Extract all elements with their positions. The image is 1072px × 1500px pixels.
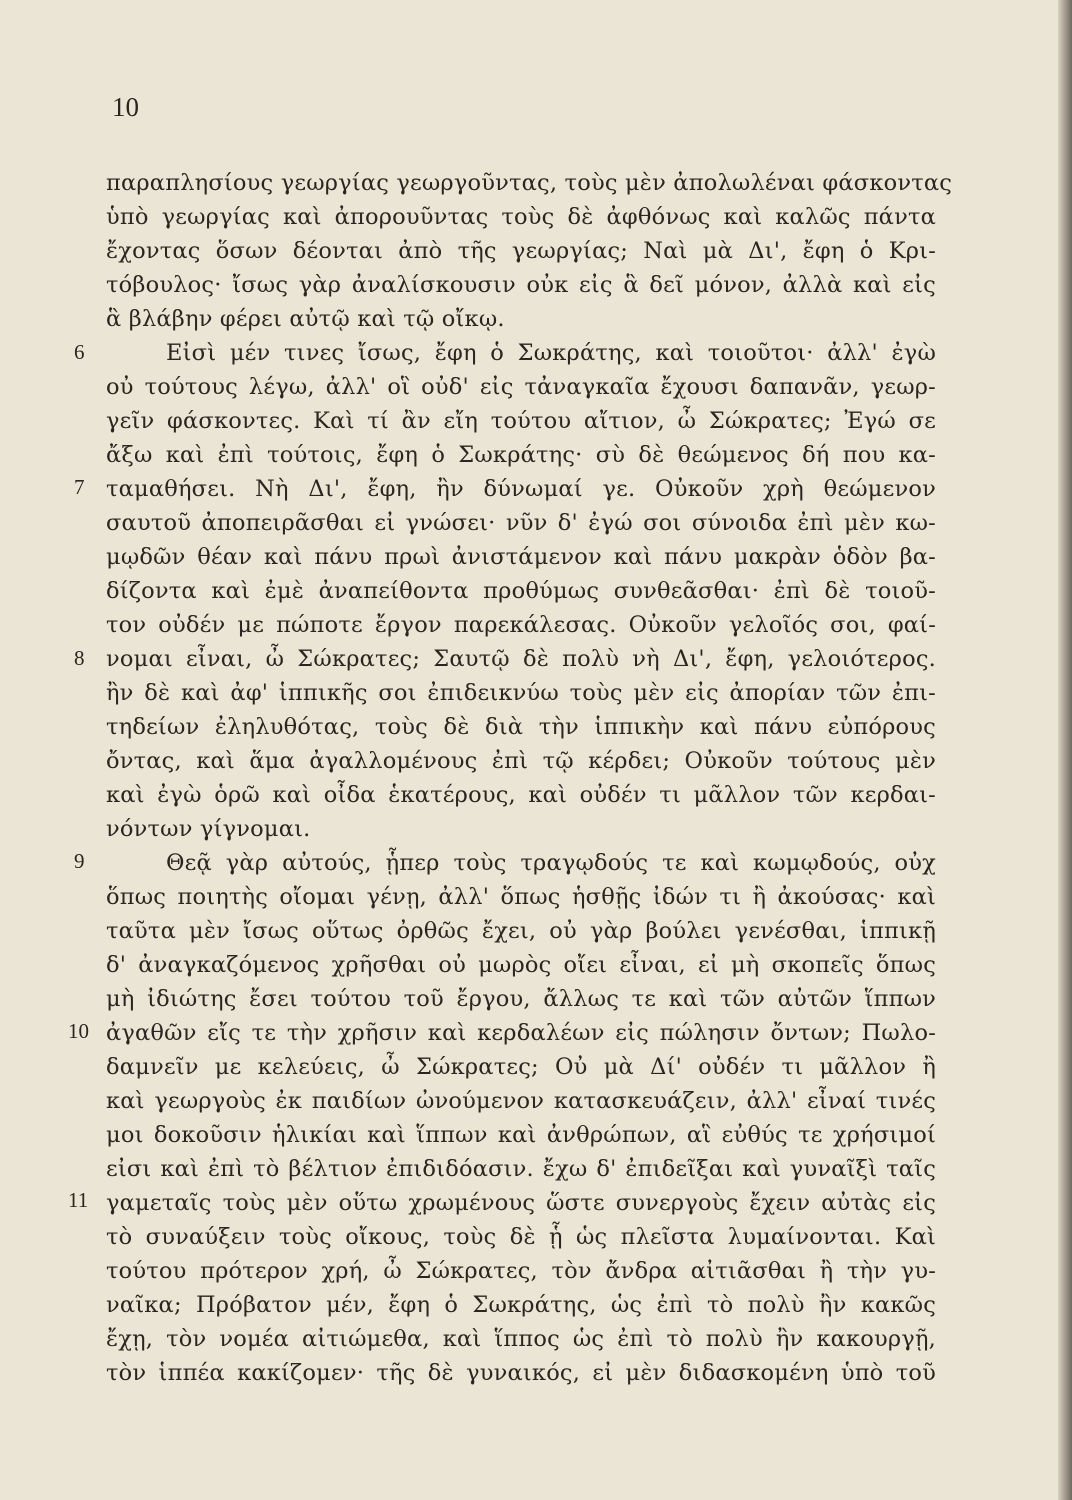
- text-line: καὶ γεωργοὺς ἐκ παιδίων ὠνούμενον κατασκευάζειν, ἀλλ' εἶναί τινές: [106, 1088, 936, 1114]
- text-line: ἢν δὲ καὶ ἀφ' ἱππικῆς σοι ἐπιδεικνύω τοὺς μὲν εἰς ἀπορίαν τῶν ἐπι-: [106, 680, 936, 706]
- text-line: ἃ βλάβην φέρει αὐτῷ καὶ τῷ οἴκῳ.: [106, 306, 505, 332]
- text-line: οὐ τούτους λέγω, ἀλλ' οἳ οὐδ' εἰς τἀναγκαῖα ἔχουσι δαπανᾶν, γεωρ-: [106, 374, 936, 400]
- text-line: ἄξω καὶ ἐπὶ τούτοις, ἔφη ὁ Σωκράτης· σὺ δὲ θεώμενος δή που κα-: [106, 442, 936, 468]
- text-line: ταμαθήσει. Νὴ Δι', ἔφη, ἢν δύνωμαί γε. Οὐκοῦν χρὴ θεώμενον: [106, 476, 936, 502]
- text-line: νόντων γίγνομαι.: [106, 816, 311, 842]
- text-line: Εἰσὶ μέν τινες ἴσως, ἔφη ὁ Σωκράτης, καὶ τοιοῦτοι· ἀλλ' ἐγὼ: [166, 340, 936, 366]
- text-line: μοι δοκοῦσιν ἡλικίαι καὶ ἵππων καὶ ἀνθρώπων, αἳ εὐθύς τε χρήσιμοί: [106, 1122, 936, 1148]
- text-line: τὸν ἱππέα κακίζομεν· τῆς δὲ γυναικός, εἰ μὲν διδασκομένη ὑπὸ τοῦ: [106, 1360, 936, 1386]
- text-line: τὸ συναύξειν τοὺς οἴκους, τοὺς δὲ ᾗ ὡς πλεῖστα λυμαίνονται. Καὶ: [106, 1224, 936, 1250]
- section-number-9: 9: [74, 849, 85, 873]
- text-line: τούτου πρότερον χρή, ὦ Σώκρατες, τὸν ἄνδρα αἰτιᾶσθαι ἢ τὴν γυ-: [106, 1258, 936, 1284]
- section-number-8: 8: [74, 646, 85, 670]
- text-line: τηδείων ἐληλυθότας, τοὺς δὲ διὰ τὴν ἱππικὴν καὶ πάνυ εὐπόρους: [106, 714, 936, 740]
- text-line: δαμνεῖν με κελεύεις, ὦ Σώκρατες; Οὐ μὰ Δί' οὐδέν τι μᾶλλον ἢ: [106, 1054, 936, 1080]
- text-line: ὅπως ποιητὴς οἴομαι γένῃ, ἀλλ' ὅπως ἡσθῇς ἰδών τι ἢ ἀκούσας· καὶ: [106, 884, 936, 910]
- text-line: Θεᾷ γὰρ αὐτούς, ᾗπερ τοὺς τραγῳδούς τε καὶ κωμῳδούς, οὐχ: [166, 850, 936, 876]
- text-line: μῳδῶν θέαν καὶ πάνυ πρωὶ ἀνιστάμενον καὶ πάνυ μακρὰν ὁδὸν βα-: [106, 544, 936, 570]
- text-line: γεῖν φάσκοντες. Καὶ τί ἂν εἴη τούτου αἴτιον, ὦ Σώκρατες; Ἐγώ σε: [106, 408, 936, 434]
- text-line: γαμεταῖς τοὺς μὲν οὕτω χρωμένους ὥστε συνεργοὺς ἔχειν αὐτὰς εἰς: [106, 1190, 936, 1216]
- text-line: καὶ ἐγὼ ὁρῶ καὶ οἶδα ἑκατέρους, καὶ οὐδέν τι μᾶλλον τῶν κερδαι-: [106, 782, 936, 808]
- text-line: τον οὐδέν με πώποτε ἔργον παρεκάλεσας. Οὐκοῦν γελοῖός σοι, φαί-: [106, 612, 936, 638]
- text-line: παραπλησίους γεωργίας γεωργοῦντας, τοὺς μὲν ἀπολωλέναι φάσκοντας: [106, 170, 953, 196]
- text-line: τόβουλος· ἴσως γὰρ ἀναλίσκουσιν οὐκ εἰς ἃ δεῖ μόνον, ἀλλὰ καὶ εἰς: [106, 272, 936, 298]
- page-edge-shadow: [1058, 0, 1072, 1500]
- section-number-6: 6: [74, 340, 85, 364]
- text-line: μὴ ἰδιώτης ἔσει τούτου τοῦ ἔργου, ἄλλως τε καὶ τῶν αὐτῶν ἵππων: [106, 986, 936, 1012]
- text-line: ναῖκα; Πρόβατον μέν, ἔφη ὁ Σωκράτης, ὡς ἐπὶ τὸ πολὺ ἢν κακῶς: [106, 1292, 936, 1318]
- text-line: σαυτοῦ ἀποπειρᾶσθαι εἰ γνώσει· νῦν δ' ἐγώ σοι σύνοιδα ἐπὶ μὲν κω-: [106, 510, 936, 536]
- text-line: ταῦτα μὲν ἴσως οὕτως ὀρθῶς ἔχει, οὐ γὰρ βούλει γενέσθαι, ἱππικῇ: [106, 918, 936, 944]
- text-line: ἔχοντας ὅσων δέονται ἀπὸ τῆς γεωργίας; Ναὶ μὰ Δι', ἔφη ὁ Κρι-: [106, 238, 936, 264]
- text-line: ἀγαθῶν εἴς τε τὴν χρῆσιν καὶ κερδαλέων εἰς πώλησιν ὄντων; Πωλο-: [106, 1020, 936, 1046]
- text-line: δ' ἀναγκαζόμενος χρῆσθαι οὐ μωρὸς οἴει εἶναι, εἰ μὴ σκοπεῖς ὅπως: [106, 952, 936, 978]
- page-number: 10: [112, 92, 139, 122]
- text-line: ὄντας, καὶ ἅμα ἀγαλλομένους ἐπὶ τῷ κέρδει; Οὐκοῦν τούτους μὲν: [106, 748, 936, 774]
- section-number-11: 11: [68, 1188, 89, 1212]
- text-line: ὑπὸ γεωργίας καὶ ἀπορουῦντας τοὺς δὲ ἀφθόνως καὶ καλῶς πάντα: [106, 204, 936, 230]
- text-line: εἰσι καὶ ἐπὶ τὸ βέλτιον ἐπιδιδόασιν. ἔχω δ' ἐπιδεῖξαι καὶ γυναῖξὶ ταῖς: [106, 1156, 936, 1182]
- section-number-10: 10: [68, 1019, 89, 1043]
- text-line: δίζοντα καὶ ἐμὲ ἀναπείθοντα προθύμως συνθεᾶσθαι· ἐπὶ δὲ τοιοῦ-: [106, 578, 936, 604]
- text-line: νομαι εἶναι, ὦ Σώκρατες; Σαυτῷ δὲ πολὺ νὴ Δι', ἔφη, γελοιότερος.: [106, 646, 936, 672]
- text-line: ἔχῃ, τὸν νομέα αἰτιώμεθα, καὶ ἵππος ὡς ἐπὶ τὸ πολὺ ἢν κακουργῇ,: [106, 1326, 936, 1352]
- section-number-7: 7: [74, 475, 85, 499]
